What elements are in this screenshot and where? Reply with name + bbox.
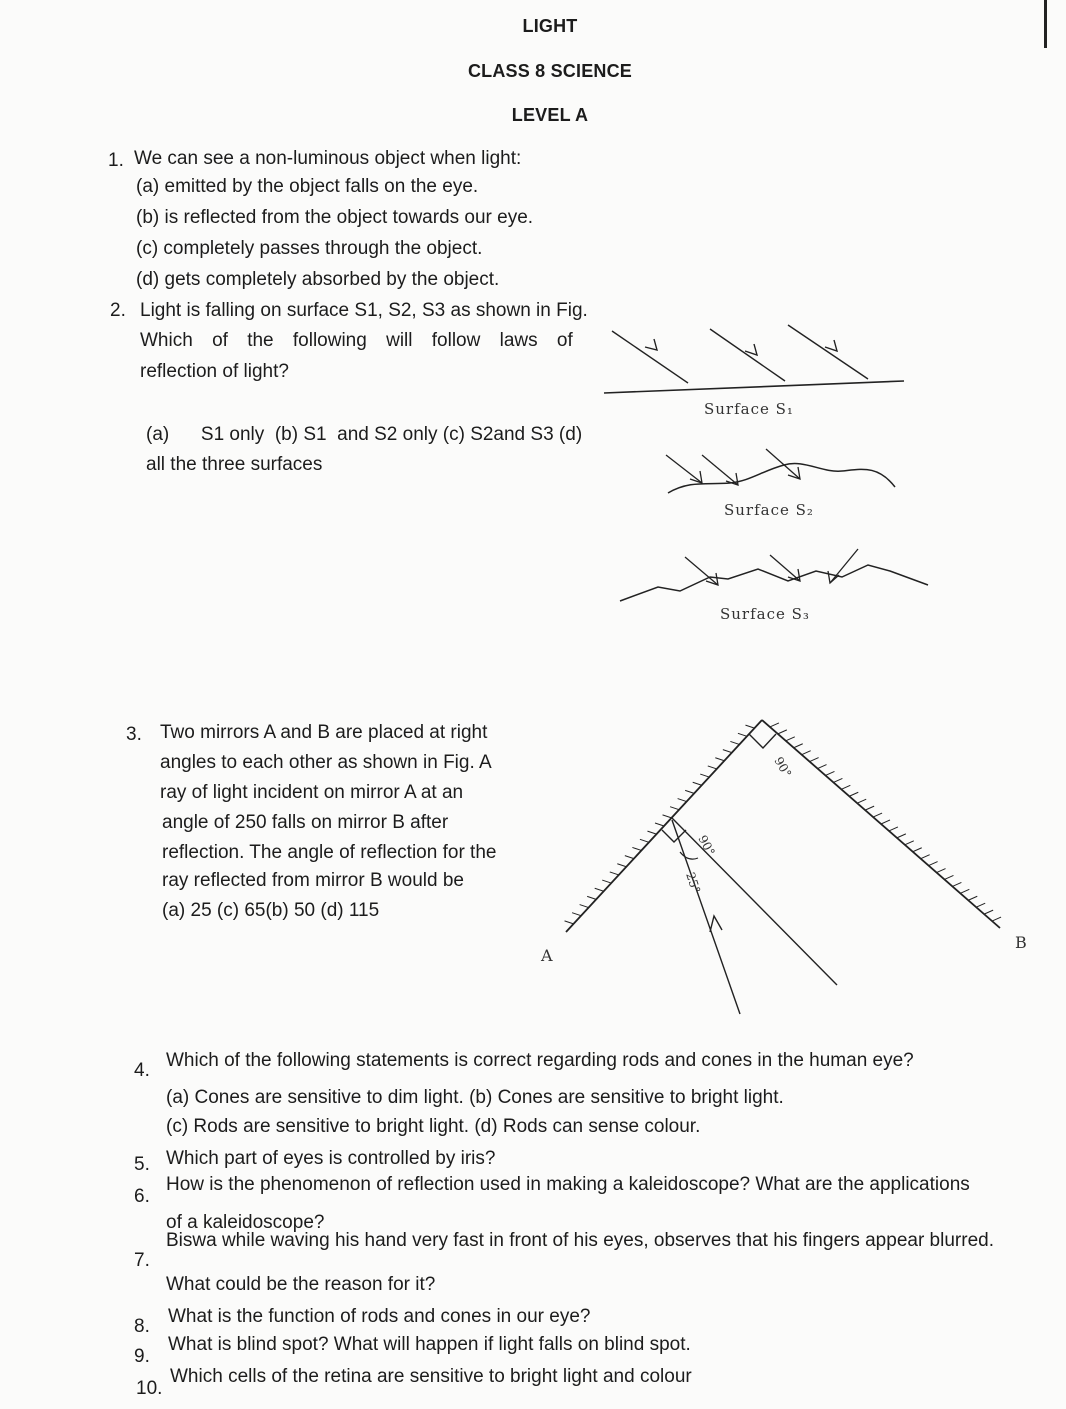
question-number: 2. bbox=[110, 300, 126, 321]
hatch-mark bbox=[952, 882, 961, 886]
surface-s1-line bbox=[604, 381, 904, 393]
question-text-line: angle of 250 falls on mirror B after bbox=[162, 812, 449, 833]
question-text-line: Which cells of the retina are sensitive to bright light and colour bbox=[170, 1366, 692, 1387]
hatch-mark bbox=[873, 813, 882, 817]
hatch-mark bbox=[723, 750, 732, 753]
question-text-line: Which of the following statements is correct regarding rods and cones in the human eye? bbox=[166, 1050, 914, 1071]
hatch-mark bbox=[738, 733, 747, 736]
hatch-mark bbox=[818, 765, 827, 769]
surface-s3-label: Surface S₃ bbox=[720, 605, 810, 623]
question-number: 5. bbox=[134, 1154, 150, 1175]
normal-right-angle bbox=[662, 830, 686, 842]
page-title: LIGHT bbox=[522, 16, 578, 36]
hatch-mark bbox=[794, 744, 803, 748]
normal-line bbox=[672, 818, 837, 985]
question-number: 4. bbox=[134, 1060, 150, 1081]
question-text-line: angles to each other as shown in Fig. A bbox=[160, 752, 492, 773]
question-text-line: What could be the reason for it? bbox=[166, 1274, 436, 1295]
hatch-mark bbox=[984, 910, 993, 914]
hatch-mark bbox=[992, 917, 1001, 921]
question-text-line: (a) 25 (c) 65(b) 50 (d) 115 bbox=[162, 900, 380, 921]
hatch-mark bbox=[595, 888, 604, 891]
ray-s3-3 bbox=[830, 549, 858, 583]
option-c: (c) completely passes through the object. bbox=[136, 238, 483, 259]
hatch-mark bbox=[825, 771, 834, 775]
hatch-mark bbox=[921, 855, 930, 859]
hatch-mark bbox=[580, 905, 589, 908]
question-text-line: Which part of eyes is controlled by iris? bbox=[166, 1148, 496, 1169]
ray-arrowheads-s2 bbox=[690, 467, 800, 485]
hatch-mark bbox=[937, 869, 946, 873]
question-text-line: ray of light incident on mirror A at an bbox=[160, 782, 464, 803]
question-text-line: (a) Cones are sensitive to dim light. (b) Cones are sensitive to bright light. bbox=[166, 1087, 784, 1108]
hatch-mark bbox=[572, 913, 581, 916]
options-line: all the three surfaces bbox=[146, 454, 323, 475]
class-heading: CLASS 8 SCIENCE bbox=[467, 61, 633, 81]
hatch-mark bbox=[913, 848, 922, 852]
mirror-b-label: B bbox=[1015, 933, 1027, 952]
surfaces-figure bbox=[590, 315, 935, 635]
hatch-mark bbox=[602, 880, 611, 883]
option-d: (d) gets completely absorbed by the object. bbox=[136, 269, 500, 290]
hatch-mark bbox=[640, 839, 649, 842]
question-text-line: What is blind spot? What will happen if light falls on blind spot. bbox=[168, 1334, 691, 1355]
mirror-b-hatching bbox=[770, 723, 1001, 921]
hatch-mark bbox=[587, 896, 596, 899]
mirror-a-label: A bbox=[541, 946, 553, 965]
hatch-mark bbox=[968, 896, 977, 900]
option-a: (a) emitted by the object falls on the eye. bbox=[136, 176, 479, 197]
hatch-mark bbox=[881, 820, 890, 824]
corner-right-angle bbox=[749, 734, 776, 748]
hatch-mark bbox=[745, 725, 754, 728]
options-line: (a) S1 only (b) S1 and S2 only (c) S2and S3 (d) bbox=[146, 424, 583, 445]
question-text-line: of a kaleidoscope? bbox=[166, 1212, 325, 1233]
question-text-line: ray reflected from mirror B would be bbox=[162, 870, 464, 891]
hatch-mark bbox=[976, 903, 985, 907]
question-text-line: What is the function of rods and cones in our eye? bbox=[168, 1306, 591, 1327]
hatch-mark bbox=[857, 799, 866, 803]
hatch-mark bbox=[663, 815, 672, 818]
ray-s1-2 bbox=[710, 329, 785, 381]
question-number: 9. bbox=[134, 1346, 150, 1367]
question-number: 8. bbox=[134, 1316, 150, 1337]
question-text-line: reflection of light? bbox=[140, 361, 289, 382]
hatch-mark bbox=[802, 751, 811, 755]
question-number: 7. bbox=[134, 1250, 150, 1271]
incidence-angle-label: 25° bbox=[683, 870, 704, 896]
hatch-mark bbox=[565, 921, 574, 924]
ray-s1-1 bbox=[612, 331, 688, 383]
hatch-mark bbox=[693, 782, 702, 785]
hatch-mark bbox=[632, 847, 641, 850]
ray-arrowheads-s1 bbox=[645, 339, 837, 355]
question-text-line: Light is falling on surface S1, S2, S3 as shown in Fig. bbox=[140, 300, 588, 321]
ray-s2-2 bbox=[702, 455, 738, 485]
incidence-angle-arc bbox=[680, 852, 698, 859]
corner-angle-label: 90° bbox=[771, 754, 795, 780]
hatch-mark bbox=[715, 758, 724, 761]
ray-s2-1 bbox=[666, 455, 702, 483]
hatch-mark bbox=[700, 774, 709, 777]
option-b: (b) is reflected from the object towards our eye. bbox=[136, 207, 534, 228]
hatch-mark bbox=[810, 758, 819, 762]
hatch-mark bbox=[708, 766, 717, 769]
hatch-mark bbox=[905, 841, 914, 845]
question-text-line: Which of the following will follow laws of bbox=[140, 330, 573, 351]
surface-s2-label: Surface S₂ bbox=[724, 501, 814, 519]
hatch-mark bbox=[625, 856, 634, 859]
question-text-line: reflection. The angle of reflection for the bbox=[162, 842, 497, 863]
hatch-mark bbox=[944, 875, 953, 879]
hatch-mark bbox=[865, 806, 874, 810]
hatch-mark bbox=[889, 827, 898, 831]
hatch-mark bbox=[929, 862, 938, 866]
hatch-mark bbox=[685, 790, 694, 793]
hatch-mark bbox=[960, 889, 969, 893]
question-number: 1. bbox=[108, 150, 124, 171]
mirrors-figure bbox=[530, 700, 1050, 1030]
question-text: We can see a non-luminous object when light: bbox=[134, 148, 522, 169]
hatch-mark bbox=[770, 723, 779, 727]
hatch-mark bbox=[617, 864, 626, 867]
question-text-line: How is the phenomenon of reflection used in making a kaleidoscope? What are the applications bbox=[166, 1174, 970, 1195]
incident-ray-arrowhead bbox=[710, 916, 722, 932]
hatch-mark bbox=[786, 737, 795, 741]
surface-s2-line bbox=[668, 463, 895, 493]
surface-s1-label: Surface S₁ bbox=[704, 400, 794, 418]
mirror-a-hatching bbox=[565, 725, 755, 924]
hatch-mark bbox=[841, 785, 850, 789]
question-number: 6. bbox=[134, 1186, 150, 1207]
hatch-mark bbox=[897, 834, 906, 838]
hatch-mark bbox=[655, 823, 664, 826]
ray-s1-3 bbox=[788, 325, 868, 379]
hatch-mark bbox=[610, 872, 619, 875]
ray-s3-2 bbox=[770, 555, 800, 581]
hatch-mark bbox=[778, 730, 787, 734]
question-text-line: Two mirrors A and B are placed at right bbox=[160, 722, 488, 743]
level-heading: LEVEL A bbox=[511, 105, 589, 125]
question-number: 3. bbox=[126, 724, 142, 745]
hatch-mark bbox=[833, 778, 842, 782]
question-text-line: Biswa while waving his hand very fast in front of his eyes, observes that his fingers appear blurred. bbox=[166, 1230, 994, 1251]
question-text-line: (c) Rods are sensitive to bright light. (d) Rods can sense colour. bbox=[166, 1116, 701, 1137]
hatch-mark bbox=[647, 831, 656, 834]
hatch-mark bbox=[670, 807, 679, 810]
question-number: 10. bbox=[136, 1378, 163, 1399]
hatch-mark bbox=[849, 792, 858, 796]
surface-s3-line bbox=[620, 565, 928, 601]
normal-angle-label: 90° bbox=[695, 832, 718, 859]
hatch-mark bbox=[678, 799, 687, 802]
hatch-mark bbox=[730, 741, 739, 744]
